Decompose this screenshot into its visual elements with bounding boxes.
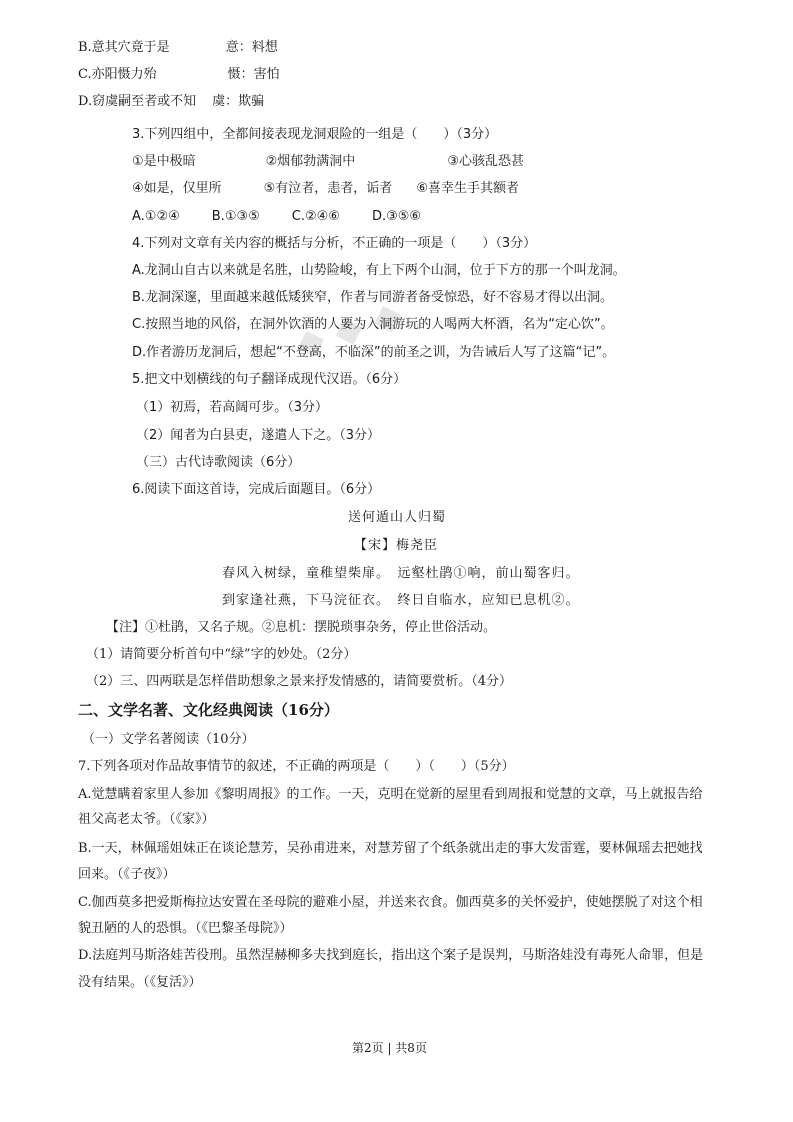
q3-item: ⑤有泣者，恚者，诟者 bbox=[263, 181, 393, 196]
option-gloss: 意：料想 bbox=[225, 40, 278, 55]
option-b bbox=[78, 39, 278, 57]
q3-answer: C.②④⑥ bbox=[291, 209, 340, 224]
q3-item: ④如是，仅里所 bbox=[132, 181, 222, 196]
q4-option-b: B.龙洞深邃，里面越来越低矮狭窄，作者与同游者备受惊恐，好不容易才得以出洞。 bbox=[132, 290, 614, 305]
q7-option-c-cont: 貌丑陋的人的恐惧。（《巴黎圣母院》） bbox=[78, 921, 293, 936]
poem-line-1: 春风入树绿，童稚望柴扉。 远壑杜鹃①响，前山蜀客归。 bbox=[222, 566, 580, 581]
q3-answers bbox=[132, 208, 421, 226]
q3-stem: 3.下列四组中，全都间接表现龙洞艰险的一组是（ ）（3分） bbox=[132, 127, 498, 142]
poem-note: 【注】①杜鹃，又名子规。②息机：摆脱琐事杂务，停止世俗活动。 bbox=[106, 620, 497, 635]
q7-option-a: A.觉慧瞒着家里人参加《黎明周报》的工作。一天，克明在觉新的屋里看到周报和觉慧的文章，马上就报告给 bbox=[78, 787, 703, 802]
option-text: D.窃虞嗣至者或不知 bbox=[78, 94, 197, 109]
poem-author: 【宋】梅尧臣 bbox=[354, 538, 439, 553]
section-heading: （三）古代诗歌阅读（6分） bbox=[136, 455, 301, 470]
q5-stem: 5.把文中划横线的句子翻译成现代汉语。（6分） bbox=[132, 372, 407, 387]
option-text: C.亦阳慑力殆 bbox=[78, 67, 157, 82]
option-d bbox=[78, 93, 264, 111]
q7-option-b: B.一天，林佩瑶姐妹正在谈论慧芳，吴孙甫进来，对慧芳留了个纸条就出走的事大发雷霆，要林佩瑶去把她找 bbox=[78, 841, 703, 856]
q4-option-d: D.作者游历龙洞后，想起“不登高，不临深”的前圣之训，为告诫后人写了这篇“记”。 bbox=[132, 345, 616, 360]
q3-item: ⑥喜幸生手其额者 bbox=[416, 181, 519, 196]
q7-option-d: D.法庭判马斯洛娃苦役刑。虽然涅赫柳多夫找到庭长，指出这个案子是误判，马斯洛娃没有毒死人命罪，但是 bbox=[78, 948, 704, 963]
watermark: ◆ ◆ ◆ bbox=[290, 293, 407, 366]
option-c bbox=[78, 66, 280, 84]
q7-option-d-cont: 没有结果。（《复活》） bbox=[78, 975, 202, 990]
q3-answer: A.①②④ bbox=[132, 209, 180, 224]
q3-answer: B.①③⑤ bbox=[211, 209, 260, 224]
q5-item-2: （2）闻者为白县吏，遂遣人下之。（3分） bbox=[136, 428, 381, 443]
q4-stem: 4.下列对文章有关内容的概括与分析，不正确的一项是（ ）（3分） bbox=[132, 236, 537, 251]
q3-row2 bbox=[132, 180, 519, 198]
q4-option-a: A.龙洞山自古以来就是名胜，山势险峻，有上下两个山洞，位于下方的那一个叫龙洞。 bbox=[132, 263, 626, 278]
q3-item: ②烟郁勃满洞中 bbox=[265, 154, 356, 169]
q6-sub-1: （1）请简要分析首句中“绿”字的妙处。（2分） bbox=[86, 647, 357, 662]
option-gloss: 虞：欺骗 bbox=[212, 94, 265, 109]
q3-item: ③心骇乱恐甚 bbox=[447, 154, 524, 169]
q6-stem: 6.阅读下面这首诗，完成后面题目。（6分） bbox=[132, 482, 381, 497]
q5-item-1: （1）初焉，若高阔可步。（3分） bbox=[136, 400, 329, 415]
poem-title: 送何遁山人归蜀 bbox=[348, 510, 447, 525]
page-number: 第2页 | 共8页 bbox=[352, 1041, 427, 1055]
q7-option-b-cont: 回来。（《子夜》） bbox=[78, 867, 176, 882]
q7-option-c: C.伽西莫多把爱斯梅拉达安置在圣母院的避难小屋，并送来衣食。伽西莫多的关怀爱护，使她摆脱了对这个相 bbox=[78, 895, 703, 910]
poem-line-2: 到家逢社燕，下马浣征衣。 终日自临水，应知已息机②。 bbox=[222, 593, 580, 608]
q3-row1 bbox=[132, 153, 524, 171]
q3-answer: D.③⑤⑥ bbox=[371, 209, 422, 224]
q4-option-c: C.按照当地的风俗，在洞外饮酒的人要为入洞游玩的人喝两大杯酒，名为“定心饮”。 bbox=[132, 317, 614, 332]
q3-item: ①是中极暗 bbox=[132, 154, 196, 169]
part-heading: 二、文学名著、文化经典阅读（16分） bbox=[78, 701, 339, 719]
q6-sub-2: （2）三、四两联是怎样借助想象之景来抒发情感的，请简要赏析。（4分） bbox=[86, 674, 513, 689]
sub-section-heading: （一）文学名著阅读（10分） bbox=[82, 732, 255, 747]
q7-option-a-cont: 祖父高老太爷。（《家》） bbox=[78, 812, 215, 827]
option-text: B.意其穴竟于是 bbox=[78, 40, 170, 55]
q7-stem: 7.下列各项对作品故事情节的叙述，不正确的两项是（ ）（ ）（5分） bbox=[78, 759, 515, 774]
option-gloss: 慑：害怕 bbox=[227, 67, 280, 82]
